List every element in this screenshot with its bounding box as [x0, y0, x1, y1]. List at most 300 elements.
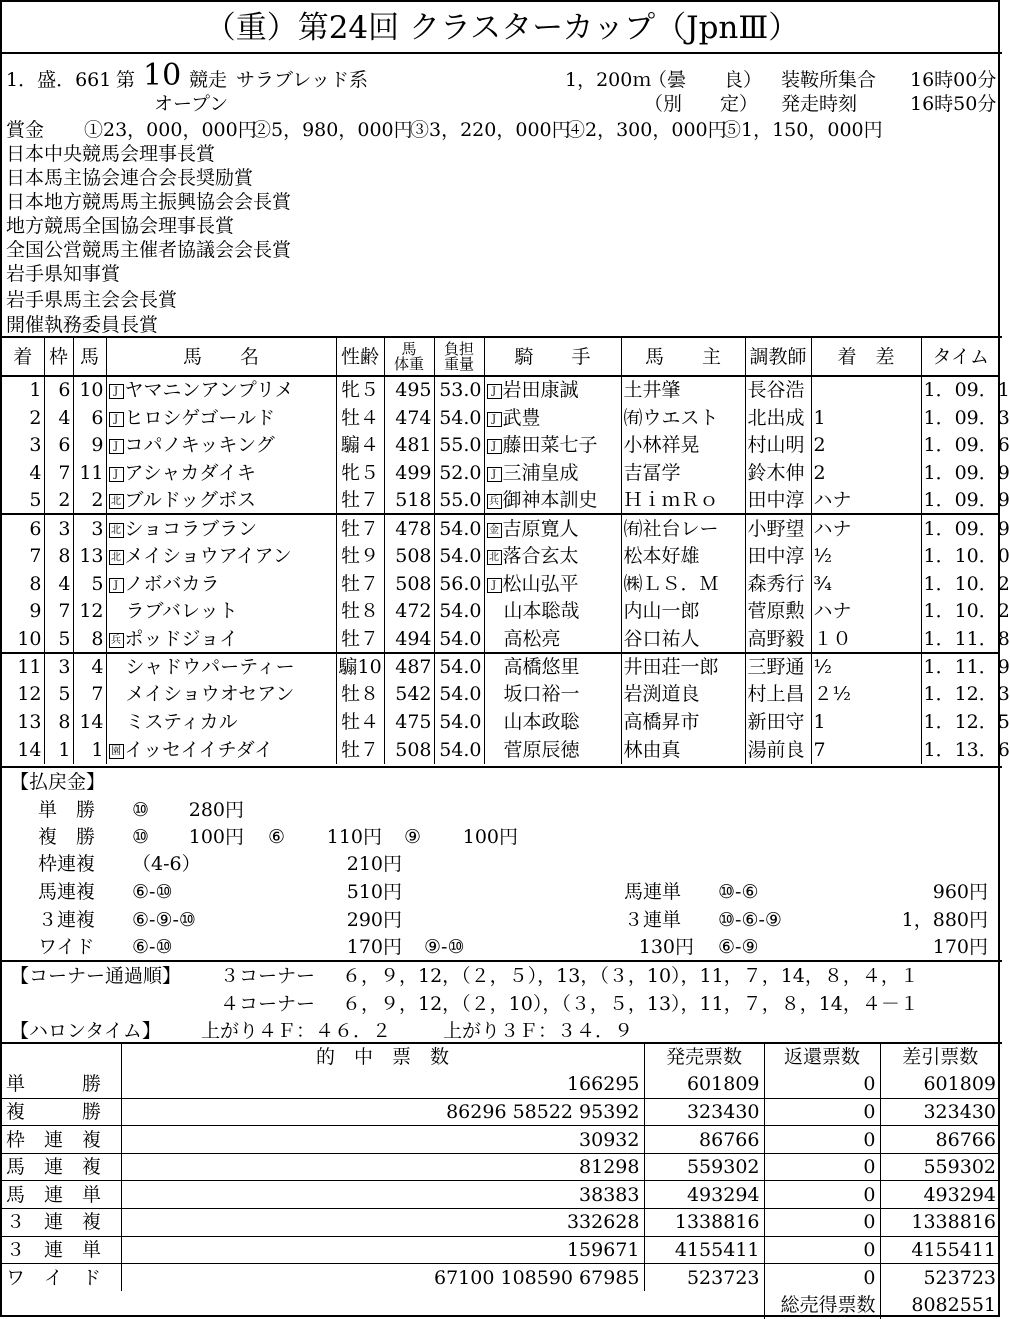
- trainer: 湯前良: [745, 736, 811, 764]
- horse-number: 7: [73, 681, 106, 709]
- tansho-label: 単 勝: [38, 799, 96, 821]
- sanfuku-yen: 290円: [346, 909, 402, 931]
- sold-count: 1338816: [644, 1209, 764, 1237]
- horse-name: [106, 653, 336, 681]
- time: 1．12．5: [921, 708, 1000, 736]
- margin: ハナ: [811, 514, 921, 542]
- gate: 8: [44, 708, 73, 736]
- gate: 7: [44, 598, 73, 626]
- time: 1．09．9: [921, 514, 1000, 542]
- sold-count: 323430: [644, 1098, 764, 1126]
- jockey-text: 菅原辰徳: [503, 738, 580, 761]
- affiliation-mark: J: [487, 578, 502, 593]
- body-weight: 518: [384, 487, 434, 515]
- owner: 井田荘一郎: [621, 653, 745, 681]
- horse-number: 9: [73, 431, 106, 459]
- hit-count: 159671: [121, 1236, 644, 1264]
- horse-name-text: ポッドジョイ: [124, 627, 239, 650]
- affiliation-mark: J: [109, 384, 124, 399]
- owner: ㈲ウエスト: [621, 404, 745, 432]
- place: 6: [2, 514, 44, 542]
- results-table: [2, 338, 1010, 764]
- body-weight: 508: [384, 736, 434, 764]
- body-weight: 508: [384, 570, 434, 598]
- owner: 吉冨学: [621, 459, 745, 487]
- result-row: [2, 404, 1000, 432]
- time: 1．10．0: [921, 542, 1000, 570]
- fukusho-combo-3: ⑨: [404, 826, 422, 848]
- sold-count: 601809: [644, 1071, 764, 1099]
- corner3-label: ３コーナー: [220, 965, 316, 987]
- horse-name-text: ノボバカラ: [124, 572, 220, 595]
- votes-row: [2, 1071, 1000, 1099]
- carried-weight: 52.0: [434, 459, 484, 487]
- horse-number: 10: [73, 376, 106, 404]
- divider: [2, 960, 1002, 962]
- col-body-weight-l1: 馬: [401, 339, 417, 358]
- sold-count: 493294: [644, 1181, 764, 1209]
- body-weight: 472: [384, 598, 434, 626]
- place: 1: [29, 379, 42, 402]
- sex-age: 牡７: [336, 736, 384, 764]
- hit-count: 332628: [121, 1209, 644, 1237]
- hit-count: 38383: [121, 1181, 644, 1209]
- hit-count: 166295: [121, 1071, 644, 1099]
- jockey: [484, 542, 621, 570]
- net-count: 493294: [880, 1181, 1000, 1209]
- affiliation-mark: J: [487, 439, 502, 454]
- body-weight: 475: [384, 708, 434, 736]
- col-margin: 着 差: [811, 338, 921, 376]
- result-row: [2, 598, 1000, 626]
- bet-type: 枠 連 複: [2, 1126, 121, 1154]
- post-time: 16時50分: [910, 93, 997, 115]
- col-owner: 馬 主: [621, 338, 745, 376]
- sex-age: 牡７: [336, 487, 384, 515]
- horse-name-text: ヤマニンアンプリメ: [124, 379, 294, 402]
- jockey: [484, 514, 621, 542]
- hit-count: 81298: [121, 1153, 644, 1181]
- jockey: [484, 708, 621, 736]
- carried-weight: 54.0: [434, 736, 484, 764]
- sanfuku-label: ３連複: [38, 909, 96, 931]
- place: 12: [17, 683, 42, 706]
- time: 1．09．9: [921, 459, 1000, 487]
- umaren-yen: 510円: [346, 881, 402, 903]
- col-waku: 枠: [44, 338, 73, 376]
- results-header: [2, 338, 1000, 376]
- santan-combo: ⑩-⑥-⑨: [718, 909, 782, 931]
- place: 3: [29, 434, 42, 457]
- carried-weight: 55.0: [434, 487, 484, 515]
- wide-yen-3: 170円: [932, 936, 988, 958]
- santan-label: ３連単: [624, 909, 682, 931]
- votes-row: [2, 1098, 1000, 1126]
- votes-row: [2, 1209, 1000, 1237]
- gate: 5: [44, 681, 73, 709]
- owner: ㈲社台レー: [621, 514, 745, 542]
- horse-number: 2: [73, 487, 106, 515]
- body-weight: 478: [384, 514, 434, 542]
- horse-name: [106, 542, 336, 570]
- affiliation-mark: 金: [487, 523, 502, 538]
- gate: 2: [44, 487, 73, 515]
- votes-row: [2, 1126, 1000, 1154]
- place: 11: [2, 653, 44, 681]
- body-weight: 499: [384, 459, 434, 487]
- bet-type: 複 勝: [2, 1098, 121, 1126]
- award: 日本地方競馬馬主振興協会会長賞: [6, 191, 292, 213]
- race-dai: 第: [116, 69, 136, 91]
- margin: [811, 376, 921, 404]
- weight-rule: （別 定）: [644, 93, 759, 115]
- returned-count: 0: [764, 1071, 880, 1099]
- net-count: 4155411: [880, 1236, 1000, 1264]
- col-carried-weight-l2: 重量: [443, 354, 474, 373]
- affiliation-mark: 北: [109, 550, 124, 565]
- owner: 小林祥晃: [621, 431, 745, 459]
- horse-name: [106, 487, 336, 515]
- award: 岩手県馬主会会長賞: [6, 289, 178, 311]
- affiliation-mark: J: [109, 467, 124, 482]
- sold-count: 559302: [644, 1153, 764, 1181]
- horse-name-text: ショコラブラン: [124, 517, 258, 540]
- col-body-weight-l2: 体重: [393, 354, 424, 373]
- votes-total-blank: [2, 1291, 121, 1319]
- award: 岩手県知事賞: [6, 263, 121, 285]
- net-count: 601809: [880, 1071, 1000, 1099]
- time: 1．10．2: [921, 570, 1000, 598]
- trainer: 高野毅: [745, 625, 811, 653]
- col-uma: 馬: [73, 338, 106, 376]
- carried-weight: 54.0: [434, 598, 484, 626]
- place: 13: [17, 711, 42, 734]
- result-row: [2, 708, 1000, 736]
- wakuren-yen: 210円: [346, 853, 402, 875]
- carried-weight: 53.0: [434, 376, 484, 404]
- place: 7: [29, 544, 42, 567]
- wakuren-label: 枠連複: [38, 853, 96, 875]
- affiliation-mark: 兵: [487, 494, 502, 509]
- sex-age: 牡７: [336, 570, 384, 598]
- returned-count: 0: [764, 1181, 880, 1209]
- affiliation-mark: J: [487, 384, 502, 399]
- trainer: 森秀行: [745, 570, 811, 598]
- time: 1．09．3: [921, 404, 1000, 432]
- wakuren-combo: （4-6）: [132, 853, 201, 875]
- margin: ２½: [811, 681, 921, 709]
- jockey: [484, 431, 621, 459]
- jockey-text: 落合玄太: [502, 544, 579, 567]
- horse-name: [106, 459, 336, 487]
- horse-name-text: アシャカダイキ: [124, 461, 256, 484]
- sold-count: 86766: [644, 1126, 764, 1154]
- trainer: 村山明: [745, 431, 811, 459]
- sex-age: 牝５: [336, 459, 384, 487]
- carried-weight: 54.0: [434, 625, 484, 653]
- gate: 4: [44, 570, 73, 598]
- fukusho-yen-3: 100円: [462, 826, 518, 848]
- award: 全国公営競馬主催者協議会会長賞: [6, 239, 292, 261]
- divider: [2, 766, 1002, 768]
- body-weight: 481: [384, 431, 434, 459]
- trainer: 長谷浩: [745, 376, 811, 404]
- result-row: [2, 431, 1000, 459]
- margin: 7: [811, 736, 921, 764]
- race-kyoso: 競走: [189, 69, 228, 91]
- col-body-weight: [384, 338, 434, 376]
- saddling-label: 装鞍所集合: [781, 69, 877, 91]
- affiliation-mark: 北: [109, 523, 124, 538]
- place: 10: [17, 627, 42, 650]
- jockey: [484, 625, 621, 653]
- net-count: 323430: [880, 1098, 1000, 1126]
- bet-type: 馬 連 単: [2, 1181, 121, 1209]
- bet-type: ３ 連 単: [2, 1236, 121, 1264]
- place: 9: [29, 600, 42, 623]
- horse-number: 14: [73, 708, 106, 736]
- trainer: 菅原勲: [745, 598, 811, 626]
- net-count: 523723: [880, 1264, 1000, 1292]
- result-row: [2, 514, 1000, 542]
- jockey-text: 御神本訓史: [502, 489, 598, 512]
- place: 4: [29, 461, 42, 484]
- sex-age: 牝５: [336, 376, 384, 404]
- result-row: [2, 736, 1000, 764]
- horse-name-text: ラブバレット: [125, 600, 238, 623]
- affiliation-mark: J: [109, 439, 124, 454]
- horse-name: [106, 404, 336, 432]
- horse-number: 8: [73, 625, 106, 653]
- payout-label: 【払戻金】: [10, 771, 106, 793]
- corner4-order: ６，９，12，（２，10），（３，５，13），11，７，８，14，４－１: [342, 993, 919, 1015]
- jockey: [484, 598, 621, 626]
- result-row: [2, 487, 1000, 515]
- result-row: [2, 681, 1000, 709]
- horse-name-text: ブルドッグボス: [124, 489, 256, 512]
- bet-type: 馬 連 複: [2, 1153, 121, 1181]
- col-net: 差引票数: [880, 1043, 1000, 1071]
- returned-count: 0: [764, 1126, 880, 1154]
- trainer: 三野通: [745, 653, 811, 681]
- trainer: 新田守: [745, 708, 811, 736]
- hit-count: 67100 108590 67985: [121, 1264, 644, 1292]
- margin: 2: [811, 431, 921, 459]
- affiliation-mark: 兵: [109, 633, 124, 648]
- wide-combo-3: ⑥-⑨: [718, 936, 759, 958]
- carried-weight: 54.0: [434, 404, 484, 432]
- total-value: 8082551: [880, 1291, 1000, 1319]
- sex-age: 牡８: [336, 598, 384, 626]
- horse-number: 13: [73, 542, 106, 570]
- bet-type: ワ イ ド: [2, 1264, 121, 1292]
- saddling-time: 16時00分: [910, 69, 997, 91]
- jockey: [484, 404, 621, 432]
- tansho-yen: 280円: [188, 799, 244, 821]
- affiliation-mark: 北: [487, 550, 502, 565]
- sold-count: 523723: [644, 1264, 764, 1292]
- carried-weight: 54.0: [434, 542, 484, 570]
- race-class: オープン: [154, 93, 229, 115]
- sex-age: 牡４: [336, 404, 384, 432]
- horse-number: 1: [73, 736, 106, 764]
- affiliation-mark: 北: [109, 494, 124, 509]
- horse-name-text: ヒロシゲゴールド: [124, 406, 275, 429]
- owner: 谷口祐人: [621, 625, 745, 653]
- prize-4: ④2，300，000円: [566, 119, 727, 141]
- award: 開催執務委員長賞: [6, 314, 159, 336]
- votes-type-col: [2, 1043, 121, 1071]
- bet-type: 単 勝: [6, 1073, 102, 1096]
- jockey: [484, 570, 621, 598]
- horse-name: [106, 708, 336, 736]
- breed: サラブレッド系: [236, 69, 369, 91]
- horse-number: 5: [73, 570, 106, 598]
- jockey-text: 高松亮: [503, 627, 561, 650]
- sex-age: 牡７: [336, 625, 384, 653]
- jockey: [484, 681, 621, 709]
- award: 日本中央競馬会理事長賞: [6, 143, 216, 165]
- carried-weight: 54.0: [434, 653, 484, 681]
- jockey-text: 岩田康誠: [502, 379, 579, 402]
- returned-count: 0: [764, 1236, 880, 1264]
- hit-count: 30932: [121, 1126, 644, 1154]
- body-weight: 474: [384, 404, 434, 432]
- col-returned: 返還票数: [764, 1043, 880, 1071]
- umaren-label: 馬連複: [38, 881, 96, 903]
- affiliation-mark: J: [487, 412, 502, 427]
- jockey-text: 山本聡哉: [503, 600, 580, 623]
- body-weight: 494: [384, 625, 434, 653]
- margin: 2: [811, 459, 921, 487]
- carried-weight: 54.0: [434, 681, 484, 709]
- affiliation-mark: J: [487, 467, 502, 482]
- time: 1．12．3: [921, 681, 1000, 709]
- gate: 6: [44, 376, 73, 404]
- hit-count: 86296 58522 95392: [121, 1098, 644, 1126]
- trainer: 鈴木伸: [745, 459, 811, 487]
- carried-weight: 55.0: [434, 431, 484, 459]
- total-label: 総売得票数: [764, 1291, 880, 1319]
- horse-name: [106, 625, 336, 653]
- horse-name: [106, 681, 336, 709]
- prize-2: ②5，980，000円: [252, 119, 413, 141]
- col-carried-weight: [434, 338, 484, 376]
- race-number: 10: [143, 58, 182, 93]
- fukusho-combo-2: ⑥: [268, 826, 286, 848]
- owner: ＨｉｍＲｏ: [621, 487, 745, 515]
- col-jockey: 騎 手: [484, 338, 621, 376]
- umaren-combo: ⑥-⑩: [132, 881, 173, 903]
- owner: ㈱ＬＳ．Ｍ: [621, 570, 745, 598]
- net-count: 1338816: [880, 1209, 1000, 1237]
- track-condition: （曇 良）: [648, 69, 763, 91]
- col-trainer: 調教師: [745, 338, 811, 376]
- owner: 林由真: [621, 736, 745, 764]
- votes-total-row: [2, 1291, 1000, 1319]
- time: 1．09．6: [921, 431, 1000, 459]
- umatan-label: 馬連単: [624, 881, 682, 903]
- time: 1．11．9: [921, 653, 1000, 681]
- trainer: 村上昌: [745, 681, 811, 709]
- carried-weight: 56.0: [434, 570, 484, 598]
- gate: 7: [44, 459, 73, 487]
- horse-name: [106, 514, 336, 542]
- carried-weight: 54.0: [434, 708, 484, 736]
- results-body: [2, 376, 1010, 764]
- prize-5: ⑤1，150，000円: [722, 119, 883, 141]
- wide-combo-2: ⑨-⑩: [424, 936, 465, 958]
- result-row: [2, 459, 1000, 487]
- time: 1．09．1: [921, 376, 1000, 404]
- returned-count: 0: [764, 1264, 880, 1292]
- horse-number: 4: [73, 653, 106, 681]
- carried-weight: 54.0: [434, 514, 484, 542]
- margin: 1: [811, 708, 921, 736]
- result-row: [2, 653, 1000, 681]
- jockey-text: 三浦皇成: [502, 461, 579, 484]
- horse-name-text: メイショウアイアン: [124, 544, 292, 567]
- votes-row: [2, 1181, 1000, 1209]
- bet-type: ３ 連 複: [2, 1209, 121, 1237]
- body-weight: 508: [384, 542, 434, 570]
- place: 14: [17, 738, 42, 761]
- horse-name: [106, 736, 336, 764]
- affiliation-mark: J: [109, 578, 124, 593]
- returned-count: 0: [764, 1153, 880, 1181]
- place: 8: [29, 572, 42, 595]
- trainer: 北出成: [745, 404, 811, 432]
- sex-age: 牡８: [336, 681, 384, 709]
- gate: 4: [44, 404, 73, 432]
- time: 1．13．6: [921, 736, 1000, 764]
- gate: 1: [44, 736, 73, 764]
- owner: 高橋昇市: [621, 708, 745, 736]
- col-carried-weight-l1: 負担: [443, 339, 474, 358]
- wide-combo-1: ⑥-⑩: [132, 936, 173, 958]
- jockey-text: 藤田菜七子: [502, 434, 598, 457]
- tansho-combo: ⑩: [132, 799, 150, 821]
- votes-total-blank: [644, 1291, 764, 1319]
- wide-label: ワイド: [38, 936, 95, 958]
- col-chaku: 着: [2, 338, 44, 376]
- affiliation-mark: 園: [109, 744, 124, 759]
- trainer: 小野望: [745, 514, 811, 542]
- votes-table: [2, 1043, 1000, 1319]
- margin: ハナ: [811, 487, 921, 515]
- horse-number: 3: [73, 514, 106, 542]
- col-time: タイム: [921, 338, 1000, 376]
- body-weight: 542: [384, 681, 434, 709]
- col-sold: 発売票数: [644, 1043, 764, 1071]
- fukusho-yen-2: 110円: [326, 826, 382, 848]
- margin: ½: [811, 542, 921, 570]
- returned-count: 0: [764, 1098, 880, 1126]
- jockey-text: 山本政聡: [503, 711, 580, 734]
- corner3-order: ６，９，12，（２，５），13，（３，10），11，７，14，８，４，１: [342, 965, 919, 987]
- last-3f: 上がり３Ｆ：３４．９: [443, 1020, 634, 1042]
- result-row: [2, 542, 1000, 570]
- trainer: 田中淳: [745, 487, 811, 515]
- owner: 内山一郎: [621, 598, 745, 626]
- margin: １０: [811, 625, 921, 653]
- col-horse-name: 馬 名: [106, 338, 336, 376]
- umatan-yen: 960円: [932, 881, 988, 903]
- sanfuku-combo: ⑥-⑨-⑩: [132, 909, 196, 931]
- margin: ¾: [811, 570, 921, 598]
- body-weight: 495: [384, 376, 434, 404]
- prize-3: ③3，220，000円: [410, 119, 571, 141]
